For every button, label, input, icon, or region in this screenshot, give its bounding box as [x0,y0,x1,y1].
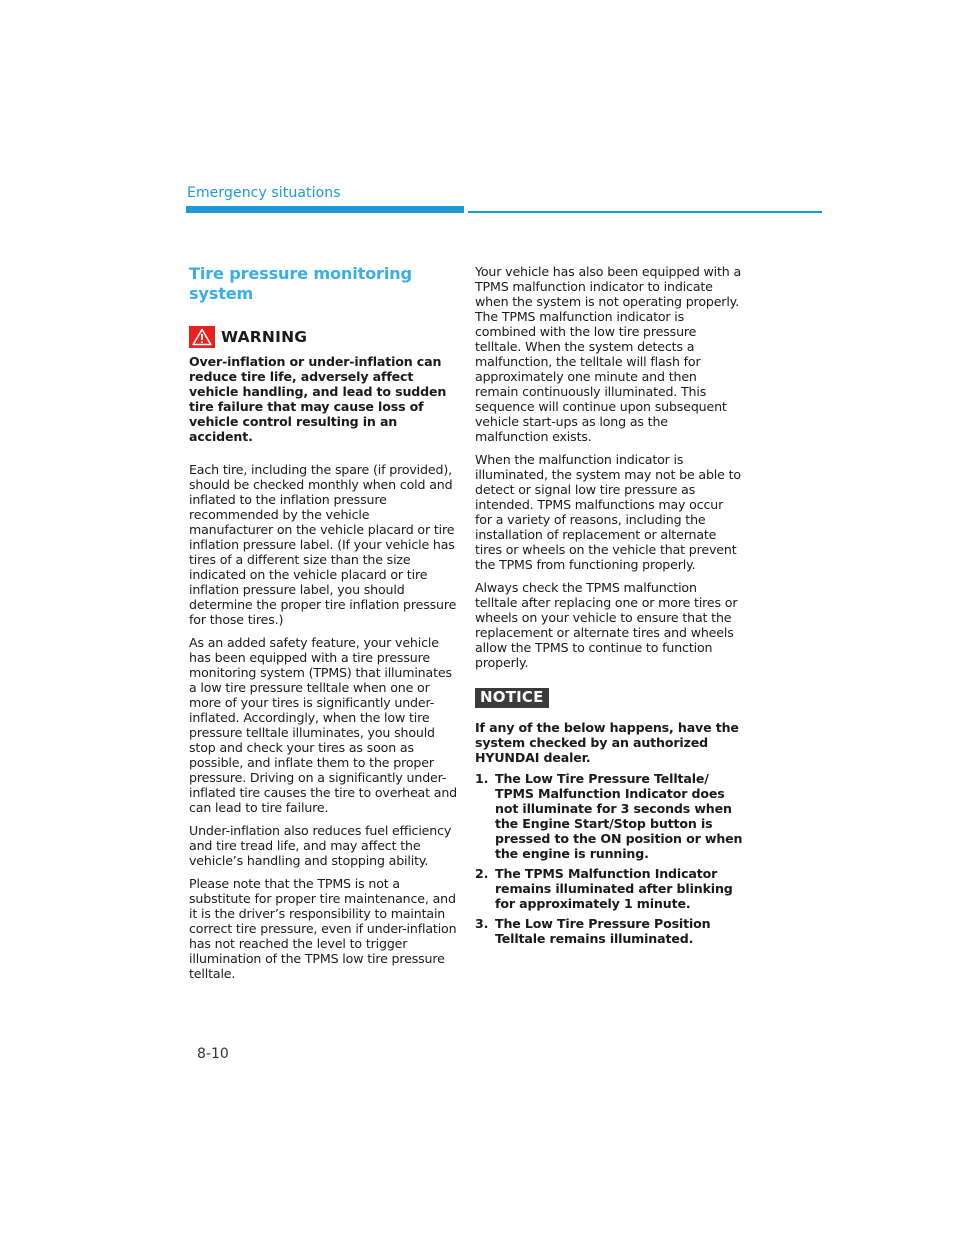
list-item [475,866,743,911]
notice-text: If any of the below happens, have the system checked by an authorized HYUNDAI dealer. [475,720,739,765]
right-column [475,264,743,951]
warning-triangle-icon [189,326,215,348]
notice-list [475,771,743,946]
notice-header [475,688,743,708]
list-item-text: The Low Tire Pressure Position Telltale remains illuminated. [495,916,711,946]
body-paragraph: Your vehicle has also been equipped with a TPMS malfunction indicator to indicate when the system is not operating properly. The TPMS malfunction indicator is combined with the low tire pressure telltale. When the system detects a malfunction, the telltale will flash for approximately one minute and then remain continuously illuminated. This sequence will continue upon subsequent vehicle start-ups as long as the malfunction exists. [475,264,742,444]
body-paragraph: Please note that the TPMS is not a substitute for proper tire maintenance, and it is the driver’s responsibility to maintain correct tire pressure, even if under-inflation has not reached the level to trigger illumination of the TPMS low tire pressure telltale. [189,876,457,981]
body-paragraph: Always check the TPMS malfunction telltale after replacing one or more tires or wheels on your vehicle to ensure that the replacement or alternate tires and wheels allow the TPMS to continue to function properly. [475,580,738,670]
header-rule-thick [186,206,464,213]
list-item [475,771,743,861]
body-paragraph: When the malfunction indicator is illuminated, the system may not be able to detect or signal low tire pressure as intended. TPMS malfunctions may occur for a variety of reasons, including the installation of replacement or alternate tires or wheels on the vehicle that prevent the TPMS from functioning properly. [475,452,741,572]
warning-header [189,326,457,348]
page-number: 8-10 [197,1046,229,1062]
list-item-number: 2. [475,866,489,881]
body-paragraph: Each tire, including the spare (if provided), should be checked monthly when cold and inflated to the inflation pressure recommended by the vehicle manufacturer on the vehicle placard or tire inflation pressure label. (If your vehicle has tires of a different size than the size indicated on the vehicle placard or tire inflation pressure label, you should determine the proper tire inflation pressure for those tires.) [189,462,457,627]
left-column [189,264,457,989]
warning-text: Over-inflation or under-inflation can reduce tire life, adversely affect vehicle handling, and lead to sudden tire failure that may cause loss of vehicle control resulting in an accident. [189,354,447,444]
list-item-text: The Low Tire Pressure Telltale/ TPMS Malfunction Indicator does not illuminate for 3 seconds when the Engine Start/Stop button is pressed to the ON position or when the engine is running. [495,771,743,861]
body-paragraph: As an added safety feature, your vehicle has been equipped with a tire pressure monitoring system (TPMS) that illuminates a low tire pressure telltale when one or more of your tires is significantly under-inflated. Accordingly, when the low tire pressure telltale illuminates, you should stop and check your tires as soon as possible, and inflate them to the proper pressure. Driving on a significantly under-inflated tire causes the tire to overheat and can lead to tire failure. [189,635,458,815]
chapter-title: Emergency situations [187,185,341,201]
warning-label: WARNING [221,327,308,346]
notice-badge: NOTICE [475,688,549,708]
header-rule-thin [468,211,822,213]
list-item-number: 1. [475,771,489,786]
body-paragraph: Under-inflation also reduces fuel efficiency and tire tread life, and may affect the vehicle’s handling and stopping ability. [189,823,452,868]
section-title: Tire pressure monitoring system [189,264,412,303]
list-item [475,916,743,946]
list-item-text: The TPMS Malfunction Indicator remains illuminated after blinking for approximately 1 minute. [495,866,733,911]
list-item-number: 3. [475,916,489,931]
